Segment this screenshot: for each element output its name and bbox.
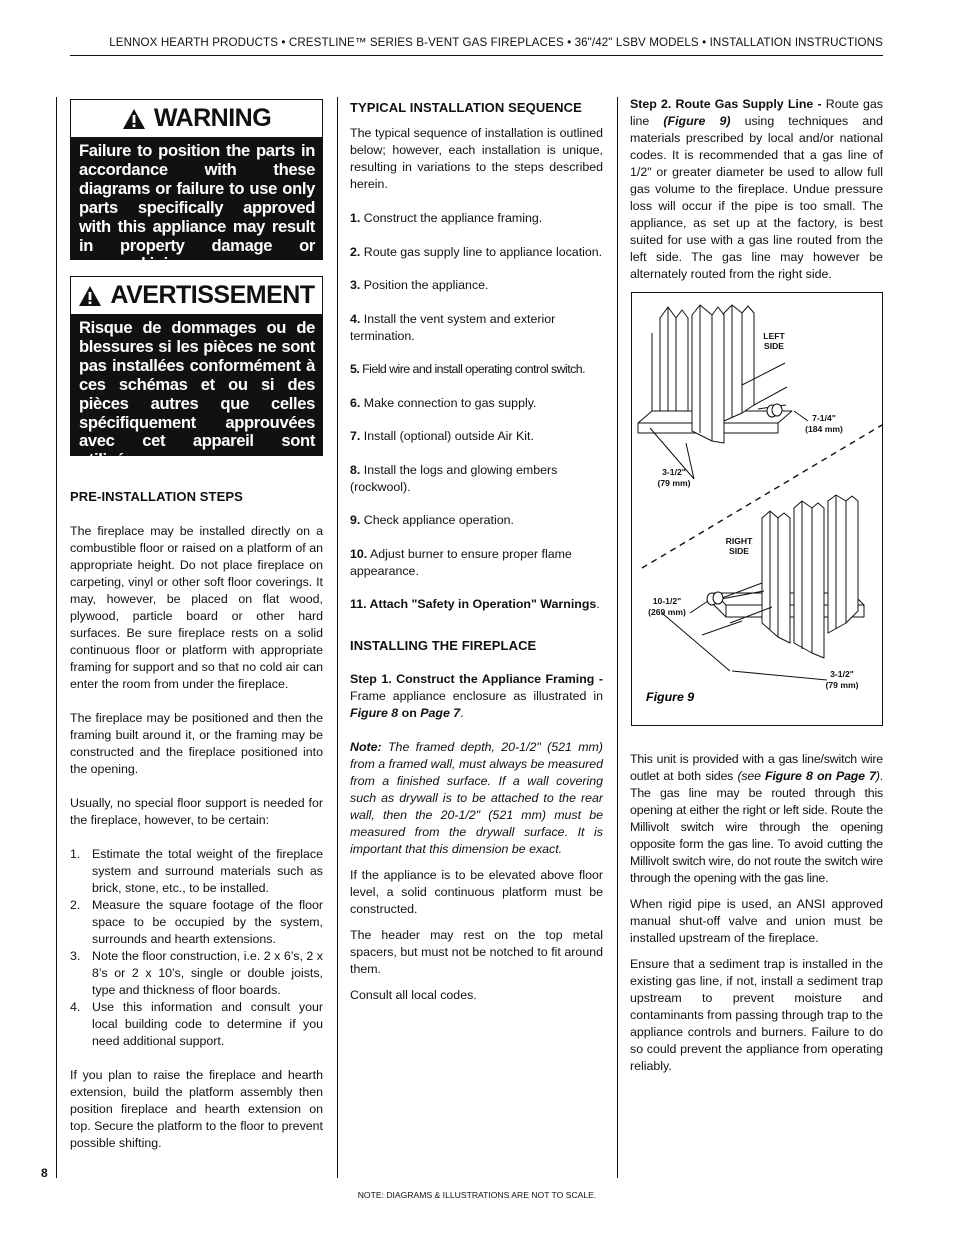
pre-installation-paragraph-4: If you plan to raise the fireplace and hearth extension, build the platform assembly then position fireplace and hearth extension on top. Secure the platform to the floor to prevent possible shifting. <box>70 1068 323 1150</box>
sequence-step: 7. Install (optional) outside Air Kit. <box>350 429 534 443</box>
pre-installation-paragraph-3: Usually, no special floor support is needed for the fireplace, however, to be certain: <box>70 796 323 827</box>
step-1-paragraph: Step 1. Construct the Appliance Framing - Frame appliance enclosure as illustrated in Figure 8 on Page 7. <box>350 672 603 720</box>
left-side-label: LEFT <box>763 331 785 341</box>
warning-header <box>71 100 322 137</box>
sequence-steps <box>350 210 603 613</box>
column-1 <box>70 99 323 1152</box>
footer-note: NOTE: DIAGRAMS & ILLUSTRATIONS ARE NOT TO SCALE. <box>357 1190 597 1200</box>
avertissement-title: AVERTISSEMENT <box>110 281 315 309</box>
sequence-step: 8. Install the logs and glowing embers (rockwool). <box>350 462 558 494</box>
sequence-intro: The typical sequence of installation is outlined below; however, each installation is unique, resulting in variations to the steps described herein. <box>350 126 603 191</box>
figure-caption: Figure 9 <box>646 690 695 704</box>
floor-support-list <box>70 846 323 1050</box>
dimension-label: 3-1/2" <box>662 467 686 477</box>
column-rule-right <box>617 97 618 1178</box>
warning-triangle-icon <box>122 108 146 130</box>
column-2 <box>350 99 603 1004</box>
column-rule-middle <box>337 97 338 1178</box>
pre-installation-paragraph-1: The fireplace may be installed directly on a combustible floor or raised on a platform of an appropriate height. Do not place fireplace on carpeting, vinyl or other soft floor coverings. It may, however, be placed on flat wood, plywood, particle board or other hard surfaces. Be sure fireplace rests on a solid continuous floor or platform with appropriate framing for support and so that no cold air can enter the room from under the fireplace. <box>70 524 323 691</box>
dimension-label: (269 mm) <box>648 607 686 617</box>
sequence-step: 3. Position the appliance. <box>350 278 489 292</box>
list-item: 3. Note the floor construction, i.e. 2 x 6’s, 2 x 8’s or 2 x 10’s, single or double joists, type and thickness of floor boards. <box>70 949 323 997</box>
pre-installation-heading: PRE-INSTALLATION STEPS <box>70 489 243 504</box>
list-item: 1. Estimate the total weight of the fireplace system and surround materials such as brick, stone, etc., to be installed. <box>70 847 323 895</box>
dimension-label: 10-1/2" <box>652 596 682 606</box>
gas-line-outlet-paragraph: This unit is provided with a gas line/switch wire outlet at both sides (see Figure 8 on Page 7). The gas line may be routed through this opening at either the right or left side. Route the Millivolt switch wire through the opening opposite form the gas line. To avoid cutting the Millivolt switch wire, do not route the switch wire through the opening with the gas line. <box>630 752 883 885</box>
sequence-step: 9. Check appliance operation. <box>350 513 514 527</box>
warning-title: WARNING <box>153 104 272 132</box>
consult-codes-paragraph: Consult all local codes. <box>350 988 477 1002</box>
sequence-heading: TYPICAL INSTALLATION SEQUENCE <box>350 100 582 115</box>
column-3-continued <box>630 751 883 1075</box>
figure-9 <box>631 292 883 726</box>
sequence-step: 6. Make connection to gas supply. <box>350 395 537 410</box>
sediment-trap-paragraph: Ensure that a sediment trap is installed in the existing gas line, if not, install a sediment trap upstream to prevent moisture and contaminants from passing through trap to the appliance controls and burners. Failure to do so could prevent the appliance from operating reliably. <box>630 957 883 1073</box>
dimension-label: 7-1/4" <box>812 413 836 423</box>
header-spacers-paragraph: The header may rest on the top metal spacers, but must not be notched to fit around them. <box>350 928 603 976</box>
installing-heading: INSTALLING THE FIREPLACE <box>350 638 537 653</box>
column-rule-left <box>56 97 57 1178</box>
framing-note: Note: The framed depth, 20-1/2" (521 mm) from a framed wall, must always be measured from a finished surface. If a wall covering such as drywall is to be attached to the rear wall, then the 20-1/2" (521 mm) must be measured from the drywall surface. It is important that this dimension be exact. <box>350 740 603 856</box>
left-side-label: SIDE <box>763 341 785 351</box>
running-header: LENNOX HEARTH PRODUCTS • CRESTLINE™ SERIES B-VENT GAS FIREPLACES • 36"/42" LSBV MODELS • INSTALLATION INSTRUCTIONS <box>109 36 883 49</box>
avertissement-text: Risque de dommages ou de blessures si les pièces ne sont pas installées conformément à ces schémas et ou si des pièces autres que celles spécifiquement approuvées avec cet appareil sont utilisées. <box>71 314 322 455</box>
warning-box <box>70 99 323 274</box>
right-side-label: RIGHT <box>725 536 753 546</box>
dimension-label: (184 mm) <box>805 424 843 434</box>
warning-triangle-icon <box>78 285 102 307</box>
list-item: 4. Use this information and consult your local building code to determine if you need additional support. <box>70 1000 323 1048</box>
page-number: 8 <box>41 1166 48 1180</box>
avertissement-header <box>71 277 322 314</box>
header-rule <box>70 55 883 56</box>
sequence-step: 5. Field wire and install operating control switch. <box>350 362 586 376</box>
step-2-paragraph: Step 2. Route Gas Supply Line - Route gas line (Figure 9) using techniques and materials prescribed by local and/or national codes. It is recommended that a gas line of 1/2" or greater diameter be used to allow full gas volume to the fireplace. Undue pressure loss will occur if the pipe is too small. The appliance, as set up at the factory, is best suited for use with a gas line routed from the left side. The gas line may however be alternately routed from the right side. <box>630 97 884 281</box>
dimension-label: (79 mm) <box>657 478 691 488</box>
gas-line-routing-diagram <box>632 293 882 725</box>
avertissement-box <box>70 276 323 470</box>
list-item: 2. Measure the square footage of the floor space to be occupied by the system, surrounds and hearth extensions. <box>70 898 323 946</box>
sequence-step: 2. Route gas supply line to appliance location. <box>350 244 603 259</box>
dimension-label: 3-1/2" <box>830 669 854 679</box>
column-3 <box>630 96 883 283</box>
sequence-step: 1. Construct the appliance framing. <box>350 211 543 225</box>
rigid-pipe-paragraph: When rigid pipe is used, an ANSI approved manual shut-off valve and union must be installed upstream of the fireplace. <box>630 897 883 945</box>
sequence-step-11: 11. Attach "Safety in Operation" Warnings. <box>350 597 600 611</box>
dimension-label: (79 mm) <box>825 680 859 690</box>
elevated-paragraph: If the appliance is to be elevated above floor level, a solid continuous platform must be constructed. <box>350 868 603 916</box>
pre-installation-paragraph-2: The fireplace may be positioned and then the framing built around it, or the framing may be constructed and the fireplace positioned into the opening. <box>70 711 323 776</box>
sequence-step: 4. Install the vent system and exterior termination. <box>350 311 556 343</box>
sequence-step: 10. Adjust burner to ensure proper flame appearance. <box>350 546 572 578</box>
warning-text: Failure to position the parts in accordance with these diagrams or failure to use only parts specifically approved with this appliance may result in property damage or personal injury. <box>71 137 322 259</box>
right-side-label: SIDE <box>728 546 750 556</box>
